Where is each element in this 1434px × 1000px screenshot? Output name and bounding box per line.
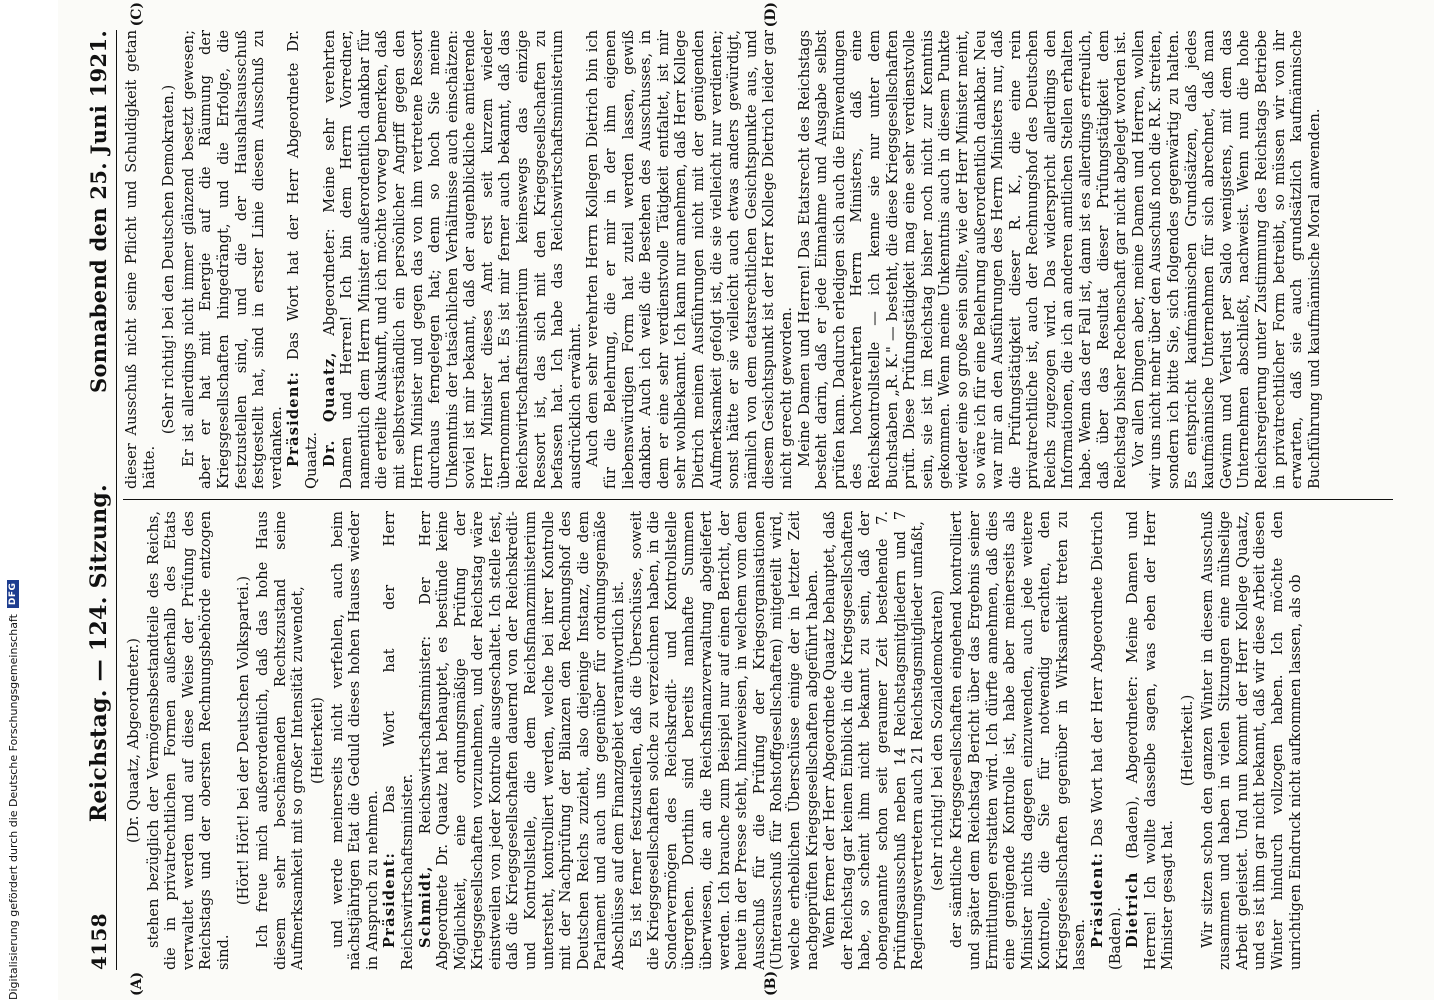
interjection-text: (Heiterkeit.) <box>1179 694 1197 787</box>
speaker-name: Präsident: <box>1089 851 1107 948</box>
paragraph-text: Meine Damen und Herren! Das Etatsrecht des Reichstags besteht darin, daß er jede Einnahme und Ausgabe selbst prüfen kann. Dadurch erledigen sich auch die Einwendungen des hochverehrten Herrn Ministers, daß eine Reichskontrollstelle — ich kenne sie nur unter dem Buchstaben „R. K." — besteht, die diese Kriegsgesellschaften prüft. Diese Prüfungstätigkeit mag eine sehr verdienstvolle sein, sie ist im Reichstag bisher noch nicht zur Kenntnis gekommen. Wenn meine Unkenntnis auch in diesem Punkte wieder eine so große sein sollte, wie der Herr Minister meint, so wäre ich für eine Belehrung außerordentlich dankbar. Neu war mir an den Ausführungen des Herrn Ministers nur, daß die Prüfungstätigkeit dieser R. K., die eine rein privatrechtliche ist, auch der Rechnungshof des Deutschen Reichs zugezogen wird. Das widerspricht allerdings den Informationen, die ich an anderen amtlichen Stellen erhalten habe. Wenn das der Fall ist, dann ist es allerdings erfreulich, daß über das Resultat dieser Prüfungstätigkeit dem Reichstag bisher Rechenschaft gar nicht abgelegt worden ist. <box>795 30 1130 489</box>
speaker-paragraph <box>321 30 585 489</box>
paragraph-text: der sämtliche Kriegsgesellschaften eingehend kontrolliert und später dem Reichstag Bericht über das Ergebnis seiner Ermittlungen erstatten wird. Ich dürfte annehmen, daß dies eine genügende Kontrolle ist, habe aber meinerseits als Minister nichts dagegen einzuwenden, auch jede weitere Kontrolle, die Sie für notwendig erachten, den Kriegsgesellschaften gegenüber in Wirksamkeit treten zu lassen. <box>948 511 1089 970</box>
interjection-text: (Heiterkeit) <box>308 697 326 784</box>
session-date: Sonnabend den 25. Juni 1921. <box>86 30 111 394</box>
interjection <box>1179 511 1197 970</box>
text-paragraph <box>821 511 927 970</box>
speech-text: Das Wort hat der Herr Reichswirtschaftsminister. <box>381 511 416 970</box>
paragraph-text: Ich freue mich außerordentlich, daß das hohe Haus diesem sehr beschämenden Rechtszustand seine Aufmerksamkeit mit so großer Intensität zuwendet, <box>254 511 307 970</box>
paragraph-text: und werde meinerseits nicht verfehlen, auch beim nächstjährigen Etat die Geduld dieses hohen Hauses wieder in Anspruch zu nehmen. <box>328 511 381 970</box>
text-paragraph <box>628 511 822 970</box>
text-paragraph <box>123 30 158 489</box>
text-paragraph <box>329 511 382 970</box>
paragraph-text: Auch dem sehr verehrten Herrn Kollegen Dietrich bin ich für die Belehrung, die er mir in der ihm eigenen liebenswürdigen Form hat zuteil werden lassen, gewiß dankbar. Auch ich weiß die Bestehen des Ausschusses, in dem er eine sehr verdienstvolle Tätigkeit entfaltet, ist mir sehr wohlbekannt. Ich kann nur annehmen, daß Herr Kollege Dietrich meinen Ausführungen nicht mit der genügenden Aufmerksamkeit gefolgt ist, die sie vielleicht nur verdienten; sonst hätte er sie vielleicht auch etwas anders gewürdigt, nämlich von dem etatsrechtlichen Gesichtspunkte aus, und diesem Gesichtspunkt ist der Herr Kollege Dietrich leider gar nicht gerecht geworden. <box>584 30 795 489</box>
right-column <box>123 30 1393 489</box>
speaker-paragraph <box>1124 511 1177 970</box>
speaker-name: Präsident: <box>381 851 399 948</box>
speech-text: (Baden), Abgeordneter: Meine Damen und Herren! Ich wollte dasselbe sagen, was eben der Herr Minister gesagt hat. <box>1124 511 1177 970</box>
interjection <box>309 511 327 970</box>
page-header <box>86 30 117 970</box>
interjection-text: (Sehr richtig! bei den Deutschen Demokraten.) <box>160 84 178 435</box>
speaker-paragraph <box>285 30 320 489</box>
text-paragraph <box>1199 511 1305 970</box>
interjection <box>929 511 947 970</box>
text-paragraph <box>254 511 307 970</box>
interjection-text: (sehr richtig! bei den Sozialdemokraten) <box>928 590 946 891</box>
text-paragraph <box>180 30 286 489</box>
page-number: 4158 <box>87 913 111 970</box>
paragraph-text: stehen bezüglich der Vermögensbestandteile des Reichs, die in privatrechtlichen Formen außerhalb des Etats verwaltet werden und auf diese Weise der Prüfung des Reichstags und der obersten Rechnungsbehörde entzogen sind. <box>144 511 232 970</box>
speaker-paragraph <box>1089 511 1124 970</box>
text-columns <box>123 2 1393 996</box>
left-column <box>123 511 1393 970</box>
interjection <box>160 30 178 489</box>
text-paragraph <box>796 30 1130 489</box>
margin-marker-a: (A) <box>129 971 145 996</box>
paragraph-text: Er ist allerdings nicht immer glänzend besetzt gewesen; aber er hat mit Energie auf die Räumung der Kriegsgesellschaften hingedrängt, und die Erfolge, die festzustellen sind, und die der Haushaltsausschuß festgestellt hat, sind in erster Linie diesem Ausschuß zu verdanken. <box>179 30 285 489</box>
paragraph-text: dieser Ausschuß nicht seine Pflicht und Schuldigkeit getan hätte. <box>123 30 158 489</box>
interjection <box>125 511 143 970</box>
paragraph-text: Wir sitzen schon den ganzen Winter in diesem Ausschuß zusammen und haben in vielen Sitzungen eine mühselige Arbeit geleistet. Und nun kommt der Herr Kollege Quaatz, und es ist ihm gar nicht bekannt, daß wir diese Arbeit diesen Winter hindurch vollzogen haben. Ich möchte den unrichtigen Eindruck nicht aufkommen lassen, als ob <box>1198 511 1304 970</box>
footer-label: Digitalisierung gefördert durch die Deutsche Forschungsgemeinschaft <box>6 614 20 1000</box>
text-paragraph <box>1130 30 1324 489</box>
speech-text: Abgeordneter: Meine sehr verehrten Damen und Herren! Ich bin dem Herrn Vorredner, namentlich dem Herrn Minister außerordentlich dankbar für die erteilte Auskunft, und ich möchte vorweg bemerken, daß mit selbstverständlich ein persönlicher Angriff gegen den Herrn Minister und gegen das von ihm vertretene Ressort durchaus ferngelegen hat; denn so hoch Sie meine Unkenntnis der tatsächlichen Verhältnisse auch einschätzen: soviel ist mir bekannt, daß der augenblickliche amtierende Herr Minister dieses Amt erst seit kurzem wieder übernommen hat. Es ist mir ferner auch bekannt, daß das Reichswirtschaftsministerium keineswegs das einzige Ressort ist, das sich mit den Kriegsgesellschaften zu befassen hat. Ich habe das Reichswirtschaftsministerium ausdrücklich erwähnt. <box>320 30 584 489</box>
speech-text: Reichswirtschaftsminister: Der Herr Abgeordnete Dr. Quaatz hat behauptet, es bestünde keine Möglichkeit, eine ordnungsmäßige Prüfung der Kriegsgesellschaften vorzunehmen, und der Reichstag wäre einstweilen von jeder Kontrolle ausgeschaltet. Ich stelle fest, daß die Kriegsgesellschaften dauernd von der Reichskredit- und Kontrollstelle, die dem Reichsfinanzministerium untersteht, kontrolliert werden, welche bei ihrer Kontrolle mit der Nachprüfung der Bilanzen den Rechnungshof des Deutschen Reichs zuzieht, also diejenige Instanz, die dem Parlament und auch uns gegenüber für ordnungsgemäße Abschlüsse auf dem Finanzgebiet verantwortlich ist. <box>416 511 628 970</box>
interjection-text: (Dr. Quaatz, Abgeordneter.) <box>125 638 142 843</box>
paragraph-text: Wenn ferner der Herr Abgeordnete Quaatz behauptet, daß der Reichstag gar keinen Einblick in die Kriegsgesellschaften habe, so scheint ihm nicht bekannt zu sein, daß der obengenannte schon seit geraumer Zeit bestehende 7. Prüfungsausschuß neben 14 Reichstagsmitgliedern und 7 Regierungsvertretern auch 21 Reichstagsmitglieder umfaßt, <box>821 511 927 970</box>
speaker-name: Dietrich <box>1124 871 1142 948</box>
speaker-name: Schmidt, <box>416 865 434 948</box>
text-paragraph <box>948 511 1089 970</box>
speaker-name: Dr. Quaatz, <box>320 351 338 467</box>
speaker-paragraph <box>381 511 416 970</box>
column-divider <box>123 499 1393 500</box>
page-title: Reichstag. — 124. Sitzung. <box>86 483 112 823</box>
interjection-text: (Hört! Hört! bei der Deutschen Volkspartei.) <box>234 575 252 906</box>
speaker-name: Präsident: <box>285 370 303 467</box>
text-paragraph <box>584 30 795 489</box>
interjection <box>235 511 253 970</box>
scanned-page <box>58 0 1434 1000</box>
paragraph-text: Vor allen Dingen aber, meine Damen und Herren, wollen wir uns nicht mehr über den Ausschuß noch die R.K. streiten, sondern ich bitte Sie, sich folgendes gegenwärtig zu halten. Es entspricht kaufmännischen Grundsätzen, daß jedes kaufmännische Unternehmen für sich abrechnet, daß man Gewinn und Verlust per Saldo wenigstens, mit dem das Unternehmen abschließt, nachweist. Wenn nun die hohe Reichsregierung unter Zustimmung des Reichstags Betriebe in privatrechtlicher Form betreibt, so müssen wir von ihr erwarten, daß sie auch grundsätzlich kaufmännische Buchführung und kaufmännische Moral anwenden. <box>1129 30 1323 489</box>
dfg-footer <box>6 0 20 1000</box>
text-paragraph <box>145 511 233 970</box>
margin-marker-d: (D) <box>763 2 779 28</box>
speech-text: Das Wort hat der Herr Abgeordnete Dietrich (Baden). <box>1089 511 1124 970</box>
speech-text: Das Wort hat der Herr Abgeordnete Dr. Quaatz. <box>285 30 320 489</box>
paragraph-text: Es ist ferner festzustellen, daß die Überschüsse, soweit die Kriegsgesellschaften solche zu verzeichnen haben, in die Sondervermögen des Reichskredit- und Kontrollstelle übergehen. Dorthin sind bereits namhafte Summen überwiesen, die an die Reichsfinanzverwaltung abgeliefert werden. Ich brauche zum Beispiel nur auf einen Bericht, der heute in der Presse steht, hinzuweisen, in welchem vom dem Ausschuß für die Prüfung der Kriegsorganisationen (Unterausschuß für Rohstoffgesellschaften) mitgeteilt wird, welche erheblichen Überschüsse einige der in letzter Zeit nachgeprüften Kriegsgesellschaften abgeführt haben. <box>627 511 821 970</box>
margin-marker-b: (B) <box>763 970 779 996</box>
speaker-paragraph <box>417 511 628 970</box>
dfg-logo: DFG <box>7 580 19 609</box>
margin-marker-c: (C) <box>129 2 145 27</box>
